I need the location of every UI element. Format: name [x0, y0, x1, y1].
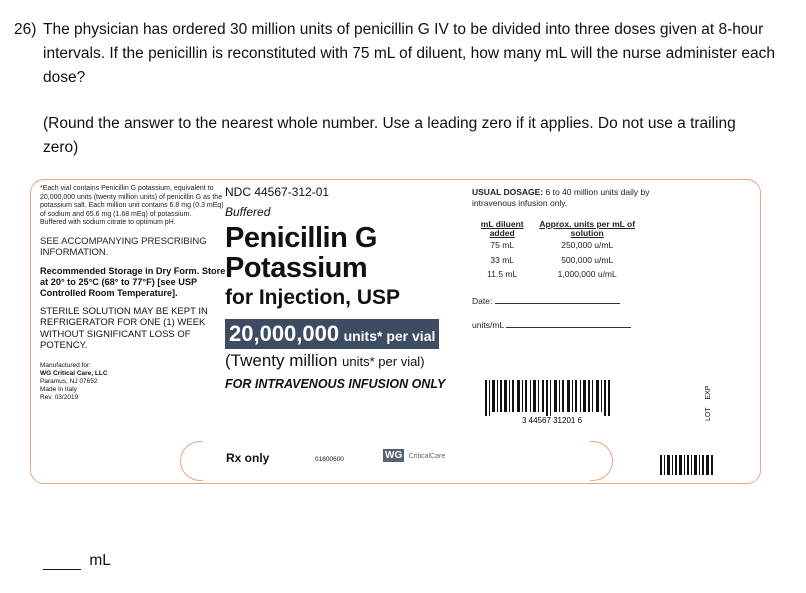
table-cell: 500,000 u/mL — [561, 254, 614, 265]
table-cell: 11.5 mL — [487, 269, 518, 279]
mfg-line: Made in Italy — [40, 385, 77, 393]
usual-dosage-text: 6 to 40 million units daily by intravenous infusion only. — [472, 187, 650, 208]
drug-label-image — [30, 179, 761, 484]
question-text: The physician has ordered 30 million units of penicillin G IV to be divided into three doses given at 8-hour intervals. If the penicillin is reconstituted with 75 mL of diluent, how many mL will the nurse administer each dose? — [43, 21, 776, 86]
manufacturer-info — [40, 362, 230, 402]
strength-box — [225, 319, 439, 349]
small-barcode-icon — [660, 455, 716, 475]
date-line — [472, 296, 672, 307]
drug-name-line2: Potassium — [225, 252, 368, 284]
strength-words-b: units* per vial) — [342, 354, 425, 369]
mfg-line: Manufactured for: — [40, 361, 91, 369]
dilution-header-diluent: mL diluent added — [480, 219, 524, 238]
date-label: Date: — [472, 295, 493, 306]
mfg-line: WG Critical Care, LLC — [40, 369, 108, 377]
units-line — [472, 320, 672, 331]
logo-wg: WG — [385, 450, 403, 461]
lot-exp-labels — [705, 386, 712, 421]
rx-only: Rx only — [226, 451, 270, 465]
exp-label: EXP — [705, 385, 712, 400]
see-info-text: SEE ACCOMPANYING PRESCRIBING INFORMATION. — [40, 235, 207, 259]
route-text: FOR INTRAVENOUS INFUSION ONLY — [225, 377, 446, 391]
storage-text: Recommended Storage in Dry Form. Store at 20° to 25°C (68° to 77°F) [see USP Controlled Room Temperature]. — [40, 265, 226, 298]
table-cell: 33 mL — [490, 254, 515, 265]
product-code: 01600600 — [315, 456, 344, 463]
table-cell: 1,000,000 u/mL — [557, 269, 617, 279]
table-cell: 75 mL — [490, 240, 515, 250]
label-left-column — [40, 185, 230, 402]
table-cell: 250,000 u/mL — [561, 240, 614, 250]
vial-contents-text: *Each vial contains Penicillin G potassium, equivalent to 20,000,000 units (twenty million units) of penicillin G as the potassium salt. Each million unit contains 6.8 mg (0.3 mEq) of sodium and 65.6 mg (1.68 mEq) of potassium. — [40, 185, 224, 218]
strength-number: 20,000,000 — [229, 321, 340, 346]
ndc-number: NDC 44567-312-01 — [225, 185, 330, 199]
table-row — [472, 253, 642, 268]
question — [14, 18, 794, 90]
strength-unit: units* per vial — [343, 328, 436, 344]
wg-critical-care-logo — [383, 445, 445, 463]
mfg-line: Rev. 03/2019 — [40, 393, 79, 401]
write-in-lines — [472, 296, 672, 331]
usual-dosage — [472, 187, 672, 208]
buffered-label: Buffered — [225, 205, 271, 219]
buffered-text: Buffered with sodium citrate to optimum pH. — [40, 219, 176, 227]
answer-unit: mL — [89, 552, 111, 569]
dilution-table — [472, 220, 642, 282]
dilution-header-units: Approx. units per mL of solution — [539, 219, 636, 238]
answer-blank[interactable] — [43, 555, 81, 570]
barcode-number: 3 44567 31201 6 — [521, 416, 583, 424]
label-center-column — [225, 185, 465, 391]
usual-dosage-heading: USUAL DOSAGE: — [472, 187, 544, 197]
drug-name-line1: Penicillin G — [225, 222, 377, 254]
lot-label: LOT — [705, 407, 712, 421]
for-injection: for Injection, USP — [225, 286, 401, 309]
strength-words-a: (Twenty million — [225, 351, 338, 370]
table-row — [472, 267, 642, 282]
question-number: 26) — [14, 21, 37, 38]
mfg-line: Paramus, NJ 07652 — [40, 377, 98, 385]
barcode-icon — [482, 380, 622, 424]
strength-words — [225, 351, 465, 371]
rounding-note: (Round the answer to the nearest whole number. Use a leading zero if it applies. Do not use a trailing zero) — [43, 115, 736, 156]
table-row — [472, 238, 642, 253]
logo-text: CriticalCare — [408, 453, 446, 460]
sterile-text: STERILE SOLUTION MAY BE KEPT IN REFRIGERATOR FOR ONE (1) WEEK WITHOUT SIGNIFICANT LOSS OF POTENCY. — [40, 305, 208, 352]
label-right-column — [472, 187, 672, 345]
units-label: units/mL — [472, 320, 504, 330]
answer-area — [43, 552, 111, 570]
